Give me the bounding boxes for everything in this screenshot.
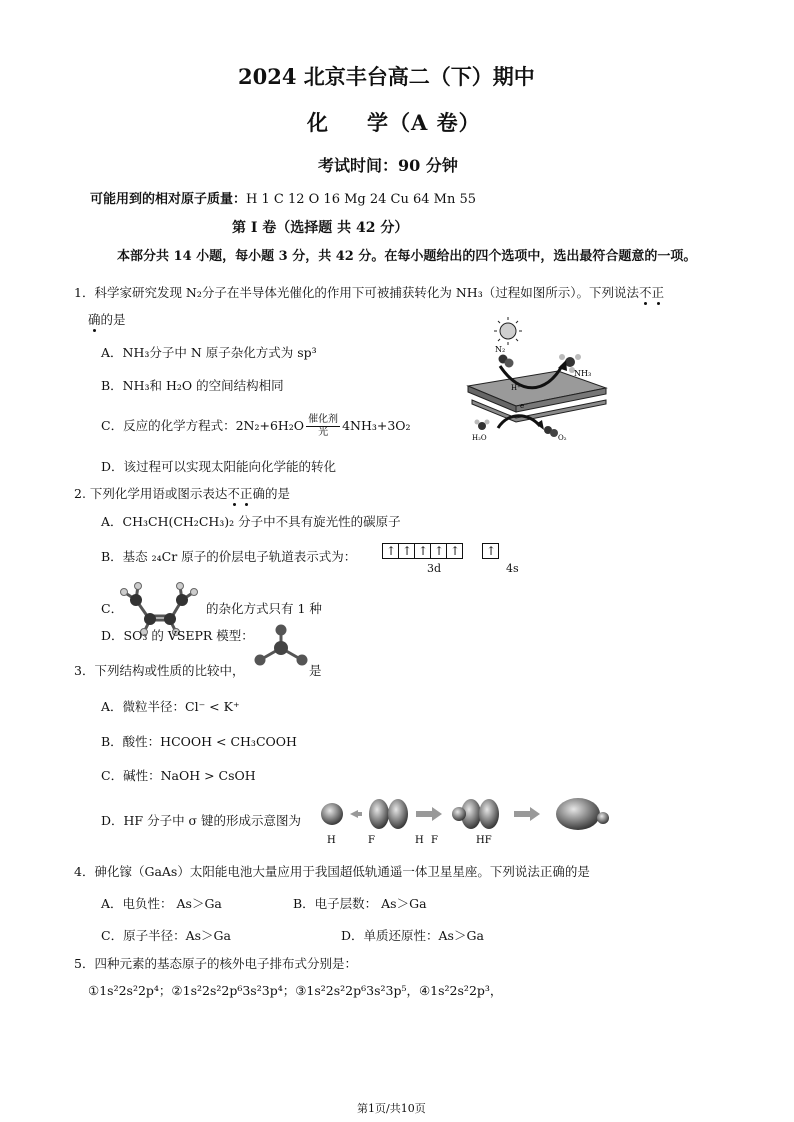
cr-orbital-diagram: [382, 543, 498, 559]
page-title: 2024 北京丰台高二（下）期中: [238, 64, 535, 89]
orbital-box-3d-5: [446, 543, 463, 559]
orbital-box-3d-3: [414, 543, 431, 559]
q4-option-b: B．电子层数： As＞Ga: [293, 896, 427, 911]
q3-option-b: B．酸性：HCOOH < CH₃COOH: [101, 734, 297, 749]
q1-option-b: B．NH₃和 H₂O 的空间结构相同: [101, 378, 284, 393]
q2-option-d: D．SO₃ 的 VSEPR 模型：: [101, 628, 254, 643]
o2-molecule: [544, 426, 558, 437]
q1-option-c: C．反应的化学方程式：2N₂+6H₂O $\frac{\text{催化剂}}{\text{光}}$ 4NH₃+3O₂: [101, 414, 411, 438]
label-hf: HF: [476, 835, 492, 846]
q1-option-d: D．该过程可以实现太阳能向化学能的转化: [101, 459, 337, 474]
f-p-orbital-right: [388, 799, 408, 829]
h2o-molecule: [475, 420, 490, 431]
f-p-orbital-left: [369, 799, 389, 829]
sigma-bond-diagram: [316, 794, 636, 848]
q3-stem: 3．下列结构或性质的比较中，: [74, 663, 245, 678]
q2-stem: 2. 下列化学用语或图示表达不正确的是: [74, 486, 290, 501]
label-h2o: H₂O: [472, 434, 487, 442]
q4-option-a: A．电负性： As＞Ga: [101, 896, 222, 911]
label-e-minus: e⁻: [520, 402, 528, 410]
label-f-pair: F: [431, 835, 438, 846]
label-h: H: [327, 835, 336, 846]
q5-configs: ①1s²2s²2p⁴；②1s²2s²2p⁶3s²3p⁴；③1s²2s²2p⁶3s²3p⁵，④1s²2s²2p³，: [88, 983, 503, 998]
q3-option-c: C．碱性：NaOH > CsOH: [101, 768, 256, 783]
section-instructions: 本部分共 14 小题，每小题 3 分，共 42 分。在每小题给出的四个选项中，选出最符合题意的一项。: [117, 249, 697, 264]
label-h-plus: H⁺: [511, 384, 521, 392]
q1-stem-line2: 确的是: [88, 312, 126, 327]
label-o2: O₂: [558, 434, 567, 442]
orbital-box-4s: [482, 543, 499, 559]
orbital-box-3d-4: [430, 543, 447, 559]
arrow-right-icon: [514, 807, 540, 821]
q2-option-c-suffix: 的杂化方式只有 1 种: [206, 601, 322, 616]
q3-option-d: D．HF 分子中 σ 键的形成示意图为: [101, 813, 302, 828]
so3-vsepr-model: [250, 622, 312, 670]
subject-char-left: 化: [307, 110, 329, 135]
atomic-masses: 可能用到的相对原子质量：H 1 C 12 O 16 Mg 24 Cu 64 Mn 55: [90, 192, 477, 207]
exam-time: 考试时间：90 分钟: [318, 156, 458, 175]
orbital-box-3d-2: [398, 543, 415, 559]
photocatalysis-figure: [458, 316, 616, 446]
label-4s: 4s: [506, 562, 519, 575]
section-title: 第 I 卷（选择题 共 42 分）: [232, 220, 409, 236]
q1-stem-line1: 1．科学家研究发现 N₂分子在半导体光催化的作用下可被捕获转化为 NH₃（过程如图所示）。下列说法不正: [74, 285, 664, 300]
label-h-pair: H: [415, 835, 424, 846]
q2-option-c-prefix: C．: [101, 601, 124, 616]
q2-option-a: A．CH₃CH(CH₂CH₃)₂ 分子中不具有旋光性的碳原子: [101, 514, 401, 529]
orbital-box-3d-1: [382, 543, 399, 559]
hf-sigma-orbital: [556, 798, 600, 830]
q5-stem: 5．四种元素的基态原子的核外电子排布式分别是：: [74, 956, 357, 971]
h-s-orbital: [321, 803, 343, 825]
subject-title: 学（A 卷）: [367, 110, 481, 135]
q2-option-b: B．基态 ₂₄Cr 原子的价层电子轨道表示式为：: [101, 549, 357, 564]
arrow-right-icon: [416, 807, 442, 821]
label-f: F: [368, 835, 375, 846]
q3-option-a: A．微粒半径：Cl⁻ < K⁺: [101, 699, 240, 714]
q1-option-a: A．NH₃分子中 N 原子杂化方式为 sp³: [101, 345, 317, 360]
page-number: 第1页/共10页: [357, 1102, 426, 1115]
q4-option-c: C．原子半径：As＞Ga: [101, 928, 231, 943]
q3-stem-tail: 是: [309, 663, 322, 678]
q4-stem: 4．砷化镓（GaAs）太阳能电池大量应用于我国超低轨通遥一体卫星星座。下列说法正确的是: [74, 864, 590, 879]
sun-icon: [494, 317, 522, 345]
label-nh3: NH₃: [574, 369, 592, 378]
q4-option-d: D．单质还原性：As＞Ga: [341, 928, 484, 943]
label-n2: N₂: [495, 345, 506, 354]
label-3d: 3d: [427, 562, 442, 575]
